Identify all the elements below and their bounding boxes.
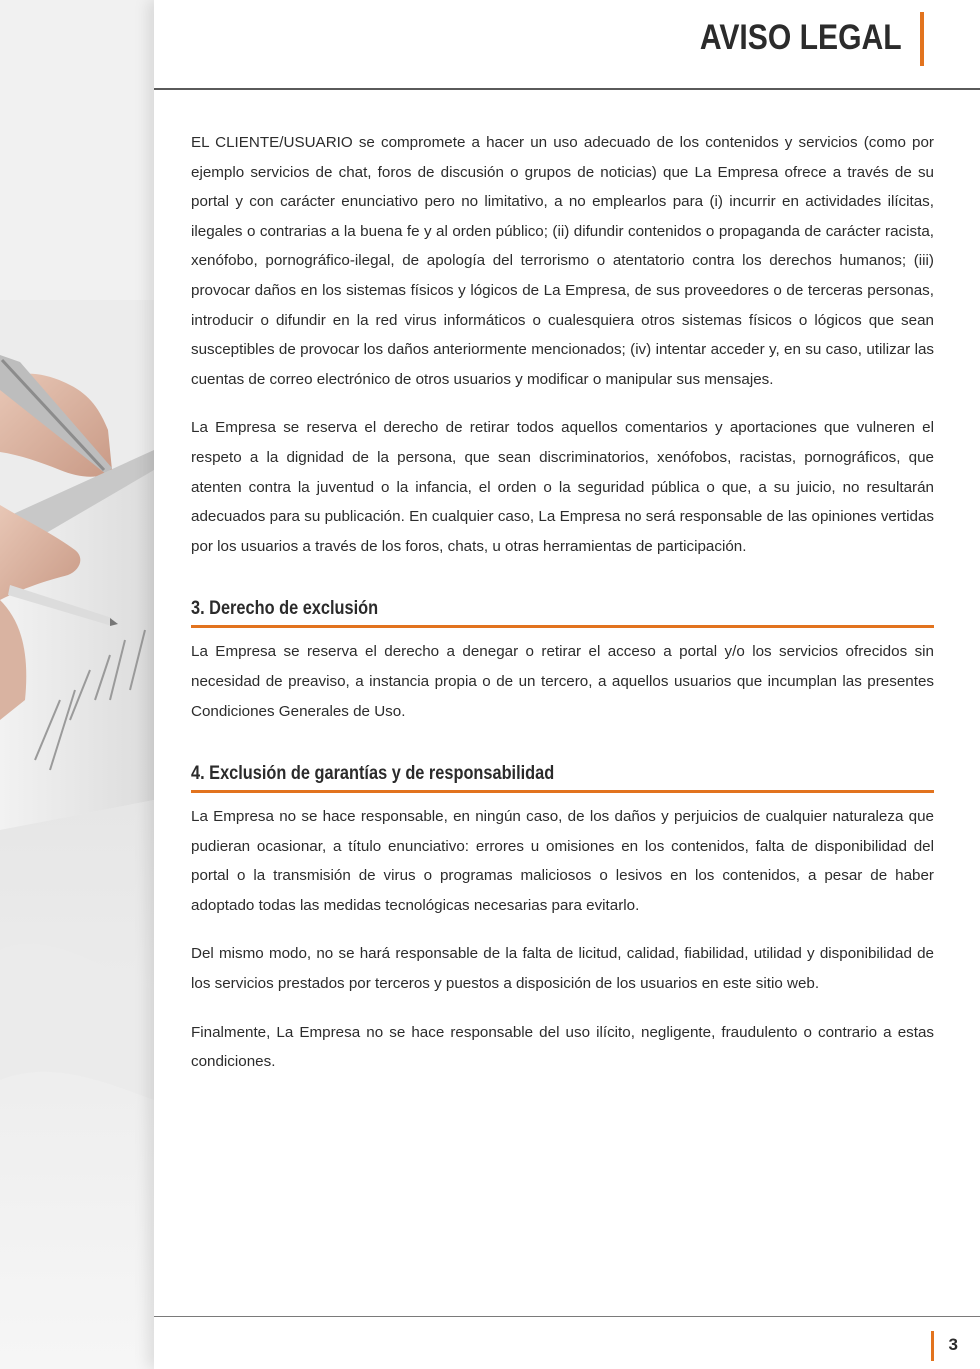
paragraph-intro-2: La Empresa se reserva el derecho de retirar todos aquellos comentarios y aportaciones que vulneren el respeto a la dignidad de la persona, que sean discriminatorios, xenófobos, racistas, pornográficos, que atenten contra la juventud o la infancia, el orden o la seguridad pública o que, a su juicio, no resultarán adecuados para su publicación. En cualquier caso, La Empresa no será responsable de las opiniones vertidas por los usuarios a través de los foros, chats, u otras herramientas de participación. [191,419,934,555]
title-accent-bar [920,12,924,66]
page-number: 3 [948,1335,958,1354]
section-heading-exclusion [191,595,934,628]
hands-writing-illustration [0,0,154,1369]
section-heading-text: 4. Exclusión de garantías y de responsabilidad [191,763,555,785]
page-title: AVISO LEGAL [700,18,902,57]
header-divider [154,88,980,90]
side-photo-hands-writing [0,0,154,1369]
section4-paragraph-1: La Empresa no se hace responsable, en ningún caso, de los daños y perjuicios de cualquier naturaleza que pudieran ocasionar, a título enunciativo: errores u omisiones en los contenidos, falta de disponibilidad del portal o la transmisión de virus o programas maliciosos o lesivos en los contenidos, a pesar de haber adoptado todas las medidas tecnológicas necesarias para evitarlo. [191,808,934,914]
paragraph-intro-1: EL CLIENTE/USUARIO se compromete a hacer un uso adecuado de los contenidos y servicios (como por ejemplo servicios de chat, foros de discusión o grupos de noticias) que La Empresa ofrece a través de su portal y con carácter enunciativo pero no limitativo, a no emplearlos para (i) incurrir en actividades ilícitas, ilegales o contrarias a la buena fe y al orden público; (ii) difundir contenidos o propaganda de carácter racista, xenófobo, pornográfico-ilegal, de apología del terrorismo o atentatorio contra los derechos humanos; (iii) provocar daños en los sistemas físicos y lógicos de La Empresa, de sus proveedores o de terceras personas, introducir o difundir en la red virus informáticos o cualesquiera otros sistemas físicos o lógicos que sean susceptibles de provocar los daños anteriormente mencionados; (iv) intentar acceder y, en su caso, utilizar las cuentas de correo electrónico de otros usuarios y modificar o manipular sus mensajes. [191,134,934,388]
section-heading-text: 3. Derecho de exclusión [191,598,379,620]
section3-paragraph-1: La Empresa se reserva el derecho a denegar o retirar el acceso a portal y/o los servicios ofrecidos sin necesidad de preaviso, a instancia propia o de un tercero, a aquellos usuarios que incumplan las presentes Condiciones Generales de Uso. [191,643,934,720]
footer-divider [154,1316,980,1317]
section4-paragraph-2: Del mismo modo, no se hará responsable de la falta de licitud, calidad, fiabilidad, utilidad y disponibilidad de los servicios prestados por terceros y puestos a disposición de los usuarios en este sitio web. [191,945,934,993]
content-panel [154,0,980,1369]
section-heading-guarantees [191,760,934,793]
page-number-accent-bar [931,1331,934,1361]
section4-paragraph-3: Finalmente, La Empresa no se hace responsable del uso ilícito, negligente, fraudulento o contrario a estas condiciones. [191,1023,934,1071]
document-body [191,128,934,1096]
